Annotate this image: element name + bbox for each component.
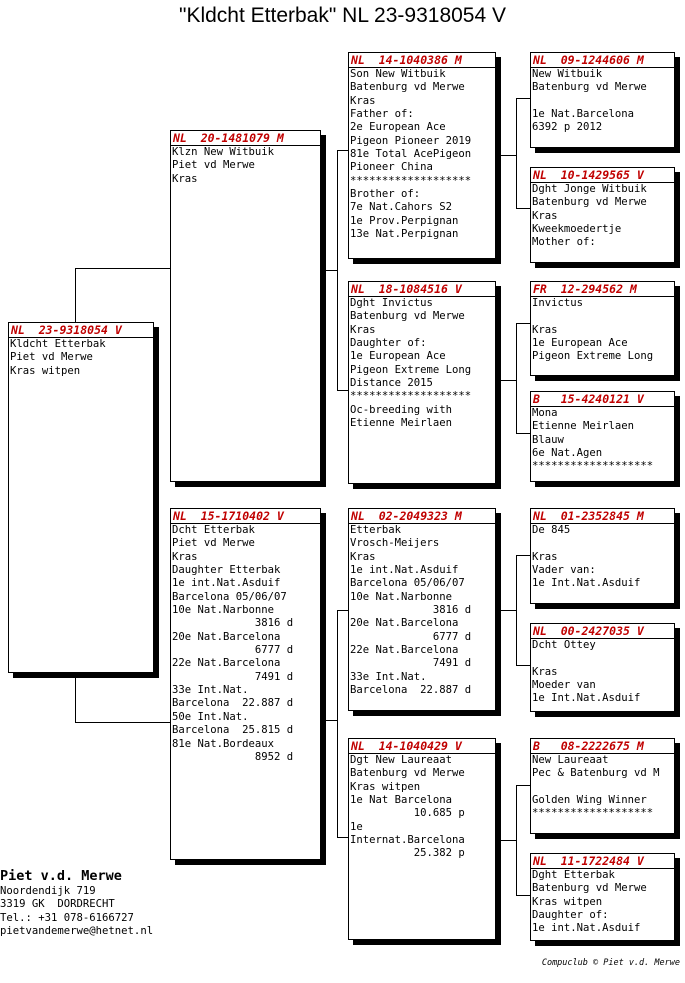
detail-line: Distance 2015 xyxy=(350,377,433,390)
detail-line: Kras xyxy=(532,209,558,222)
detail-line: 1e xyxy=(350,820,363,833)
connector-line xyxy=(516,323,530,324)
pigeon-card-dam-dam xyxy=(348,738,496,940)
pigeon-details xyxy=(171,146,320,186)
detail-line: Pigeon Extreme Long xyxy=(350,363,472,376)
detail-line: Kldcht Etterbak xyxy=(10,338,106,350)
detail-line: 8952 d xyxy=(172,750,294,763)
detail-line: Dght Jonge Witbuik xyxy=(532,183,647,195)
detail-line: Dght Invictus xyxy=(350,297,433,309)
pigeon-card-dds xyxy=(530,738,675,834)
detail-line: 25.382 p xyxy=(350,847,465,860)
detail-line: Invictus xyxy=(532,297,584,309)
connector-line xyxy=(516,555,530,556)
connector-line xyxy=(496,840,516,841)
connector-line xyxy=(516,555,517,665)
owner-phone: Tel.: +31 078-6166727 xyxy=(0,911,134,924)
detail-line xyxy=(532,310,674,323)
ring-number: NL 01-2352845 M xyxy=(531,509,674,524)
detail-line: Etterbak xyxy=(350,524,402,536)
detail-line: Kras witpen xyxy=(350,780,421,793)
connector-line xyxy=(75,722,172,723)
pigeon-details xyxy=(531,407,674,474)
detail-line: 7491 d xyxy=(350,657,472,670)
detail-line: Daughter of: xyxy=(350,337,427,350)
detail-line: Kras xyxy=(172,550,198,563)
pigeon-card-sds xyxy=(530,281,675,376)
detail-line: Mona xyxy=(532,407,558,419)
connector-line xyxy=(75,268,172,269)
detail-line: De 845 xyxy=(532,524,571,536)
pigeon-card-subject xyxy=(8,322,154,673)
connector-line xyxy=(516,895,530,896)
connector-line xyxy=(516,98,517,208)
detail-line: Batenburg vd Merwe xyxy=(350,310,465,323)
connector-line xyxy=(75,673,76,722)
page-title: "Kldcht Etterbak" NL 23-9318054 V xyxy=(179,4,506,27)
connector-line xyxy=(516,665,530,666)
detail-line: Piet vd Merwe xyxy=(172,159,255,172)
ring-number: NL 11-1722484 V xyxy=(531,854,674,869)
owner-contact xyxy=(0,868,153,939)
detail-line: Etienne Meirlaen xyxy=(532,420,635,433)
ring-number: NL 14-1040386 M xyxy=(349,53,495,68)
detail-line: Batenburg vd Merwe xyxy=(532,196,647,209)
pigeon-card-sss xyxy=(530,52,675,148)
detail-line xyxy=(532,781,674,794)
detail-line: Daughter Etterbak xyxy=(172,564,281,577)
pigeon-details xyxy=(531,297,674,364)
pigeon-card-ddd xyxy=(530,853,675,941)
detail-line: 1e Nat Barcelona xyxy=(350,794,453,807)
detail-line: Batenburg vd Merwe xyxy=(350,81,465,94)
detail-line: Internat.Barcelona xyxy=(350,834,465,847)
credit-footer: Compuclub © Piet v.d. Merwe xyxy=(541,958,680,968)
detail-line: Kras witpen xyxy=(532,895,603,908)
ring-number: NL 20-1481079 M xyxy=(171,131,320,146)
connector-line xyxy=(321,720,337,721)
pigeon-details xyxy=(531,524,674,591)
connector-line xyxy=(516,785,517,895)
detail-line: 1e Int.Nat.Asduif xyxy=(532,577,641,590)
detail-line: 22e Nat.Barcelona xyxy=(350,644,459,657)
detail-line: ******************* xyxy=(532,807,654,820)
pigeon-card-dsd xyxy=(530,623,675,712)
connector-line xyxy=(516,323,517,433)
detail-line: Barcelona 22.887 d xyxy=(172,697,294,710)
owner-email[interactable]: pietvandemerwe@hetnet.nl xyxy=(0,925,154,938)
detail-line: 2e European Ace xyxy=(350,121,446,134)
detail-line: Vader van: xyxy=(532,564,596,577)
detail-line: Brother of: xyxy=(350,188,421,201)
detail-line: Kras xyxy=(350,550,376,563)
connector-line xyxy=(516,208,530,209)
detail-line: Kras witpen xyxy=(10,364,81,377)
detail-line: Daughter of: xyxy=(532,909,609,922)
pigeon-card-sire-sire xyxy=(348,52,496,259)
pigeon-details xyxy=(531,639,674,706)
detail-line: Kweekmoedertje xyxy=(532,223,622,236)
detail-line xyxy=(532,95,674,108)
pigeon-details xyxy=(349,68,495,241)
pigeon-details xyxy=(531,754,674,821)
detail-line: Pigeon Extreme Long xyxy=(532,350,654,363)
pigeon-details xyxy=(349,297,495,430)
detail-line xyxy=(532,652,674,665)
detail-line: Vrosch-Meijers xyxy=(350,537,440,550)
detail-line: Piet vd Merwe xyxy=(10,351,93,364)
pigeon-card-sdd xyxy=(530,391,675,482)
detail-line: Batenburg vd Merwe xyxy=(350,767,465,780)
connector-line xyxy=(75,268,76,322)
pigeon-details xyxy=(349,524,495,697)
connector-line xyxy=(516,785,530,786)
detail-line: ******************* xyxy=(350,390,472,403)
detail-line: Golden Wing Winner xyxy=(532,794,647,807)
owner-address: Noordendijk 719 xyxy=(0,885,96,897)
ring-number: NL 10-1429565 V xyxy=(531,168,674,183)
detail-line: 6777 d xyxy=(172,644,294,657)
detail-line: Oc-breeding with xyxy=(350,403,453,416)
detail-line: Pigeon Pioneer 2019 xyxy=(350,134,472,147)
detail-line: Kras xyxy=(350,94,376,107)
pigeon-details xyxy=(531,183,674,250)
detail-line: 20e Nat.Barcelona xyxy=(172,630,281,643)
detail-line: 1e European Ace xyxy=(532,337,628,350)
detail-line: Blauw xyxy=(532,433,564,446)
detail-line: Kras xyxy=(532,665,558,678)
detail-line: 20e Nat.Barcelona xyxy=(350,617,459,630)
detail-line: 7e Nat.Cahors S2 xyxy=(350,201,453,214)
detail-line: Piet vd Merwe xyxy=(172,537,255,550)
detail-line: 1e European Ace xyxy=(350,350,446,363)
detail-line: ******************* xyxy=(350,174,472,187)
detail-line: Dgt New Laureaat xyxy=(350,754,453,766)
ring-number: NL 18-1084516 V xyxy=(349,282,495,297)
detail-line xyxy=(532,537,674,550)
detail-line: New Laureaat xyxy=(532,754,609,766)
owner-city: 3319 GK DORDRECHT xyxy=(0,898,115,911)
detail-line: Mother of: xyxy=(532,236,596,249)
ring-number: B 15-4240121 V xyxy=(531,392,674,407)
pigeon-details xyxy=(171,524,320,764)
detail-line: 6e Nat.Agen xyxy=(532,447,603,460)
detail-line: Klzn New Witbuik xyxy=(172,146,275,158)
detail-line: 1e int.Nat.Asduif xyxy=(532,922,641,935)
connector-line xyxy=(337,150,338,390)
pigeon-details xyxy=(531,68,674,135)
pigeon-card-dss xyxy=(530,508,675,604)
pigeon-card-ssd xyxy=(530,167,675,263)
detail-line: Kras xyxy=(532,323,558,336)
detail-line: 1e int.Nat.Asduif xyxy=(350,564,459,577)
detail-line: 10e Nat.Narbonne xyxy=(350,590,453,603)
detail-line: Barcelona 05/06/07 xyxy=(172,590,287,603)
ring-number: NL 09-1244606 M xyxy=(531,53,674,68)
detail-line: ******************* xyxy=(532,460,654,473)
detail-line: 81e Nat.Bordeaux xyxy=(172,737,275,750)
pigeon-card-sire-dam xyxy=(348,281,496,484)
detail-line: Dght Etterbak xyxy=(532,869,615,881)
detail-line: Barcelona 22.887 d xyxy=(350,684,472,697)
detail-line: 1e Nat.Barcelona xyxy=(532,108,635,121)
detail-line: Kras xyxy=(350,323,376,336)
ring-number: NL 23-9318054 V xyxy=(9,323,153,338)
detail-line: 22e Nat.Barcelona xyxy=(172,657,281,670)
detail-line: Moeder van xyxy=(532,679,596,692)
pigeon-details xyxy=(9,338,153,378)
detail-line: Batenburg vd Merwe xyxy=(532,81,647,94)
owner-name: Piet v.d. Merwe xyxy=(0,868,122,884)
detail-line: Etienne Meirlaen xyxy=(350,417,453,430)
ring-number: NL 14-1040429 V xyxy=(349,739,495,754)
detail-line: Son New Witbuik xyxy=(350,68,446,80)
pigeon-card-dam-sire xyxy=(348,508,496,711)
detail-line: 81e Total AcePigeon xyxy=(350,148,472,161)
detail-line: Batenburg vd Merwe xyxy=(532,882,647,895)
detail-line: Kras xyxy=(532,550,558,563)
detail-line: 13e Nat.Perpignan xyxy=(350,228,459,241)
detail-line: 6777 d xyxy=(350,630,472,643)
connector-line xyxy=(337,610,338,837)
ring-number: NL 02-2049323 M xyxy=(349,509,495,524)
detail-line: 33e Int.Nat. xyxy=(172,684,249,697)
ring-number: B 08-2222675 M xyxy=(531,739,674,754)
connector-line xyxy=(516,98,530,99)
detail-line: Pec & Batenburg vd M xyxy=(532,767,660,780)
detail-line: 1e int.Nat.Asduif xyxy=(172,577,281,590)
detail-line: 3816 d xyxy=(172,617,294,630)
connector-line xyxy=(516,433,530,434)
detail-line: 10e Nat.Narbonne xyxy=(172,604,275,617)
detail-line: 7491 d xyxy=(172,670,294,683)
detail-line: 50e Int.Nat. xyxy=(172,710,249,723)
pigeon-card-sire xyxy=(170,130,321,482)
detail-line: Barcelona 05/06/07 xyxy=(350,577,465,590)
ring-number: NL 00-2427035 V xyxy=(531,624,674,639)
detail-line: 1e Prov.Perpignan xyxy=(350,214,459,227)
pigeon-card-dam xyxy=(170,508,321,860)
connector-line xyxy=(496,380,516,381)
detail-line: Kras xyxy=(172,172,198,185)
detail-line: Dcht Etterbak xyxy=(172,524,255,536)
pigeon-details xyxy=(531,869,674,936)
detail-line: 10.685 p xyxy=(350,807,465,820)
detail-line: 1e Int.Nat.Asduif xyxy=(532,692,641,705)
ring-number: NL 15-1710402 V xyxy=(171,509,320,524)
detail-line: Father of: xyxy=(350,108,414,121)
detail-line: Barcelona 25.815 d xyxy=(172,724,294,737)
detail-line: New Witbuik xyxy=(532,68,603,80)
detail-line: 6392 p 2012 xyxy=(532,121,603,134)
ring-number: FR 12-294562 M xyxy=(531,282,674,297)
connector-line xyxy=(496,610,516,611)
detail-line: 33e Int.Nat. xyxy=(350,670,427,683)
detail-line: 3816 d xyxy=(350,604,472,617)
detail-line: Dcht Ottey xyxy=(532,639,596,651)
detail-line: Pioneer China xyxy=(350,161,433,174)
pigeon-details xyxy=(349,754,495,861)
connector-line xyxy=(496,155,516,156)
connector-line xyxy=(321,270,337,271)
